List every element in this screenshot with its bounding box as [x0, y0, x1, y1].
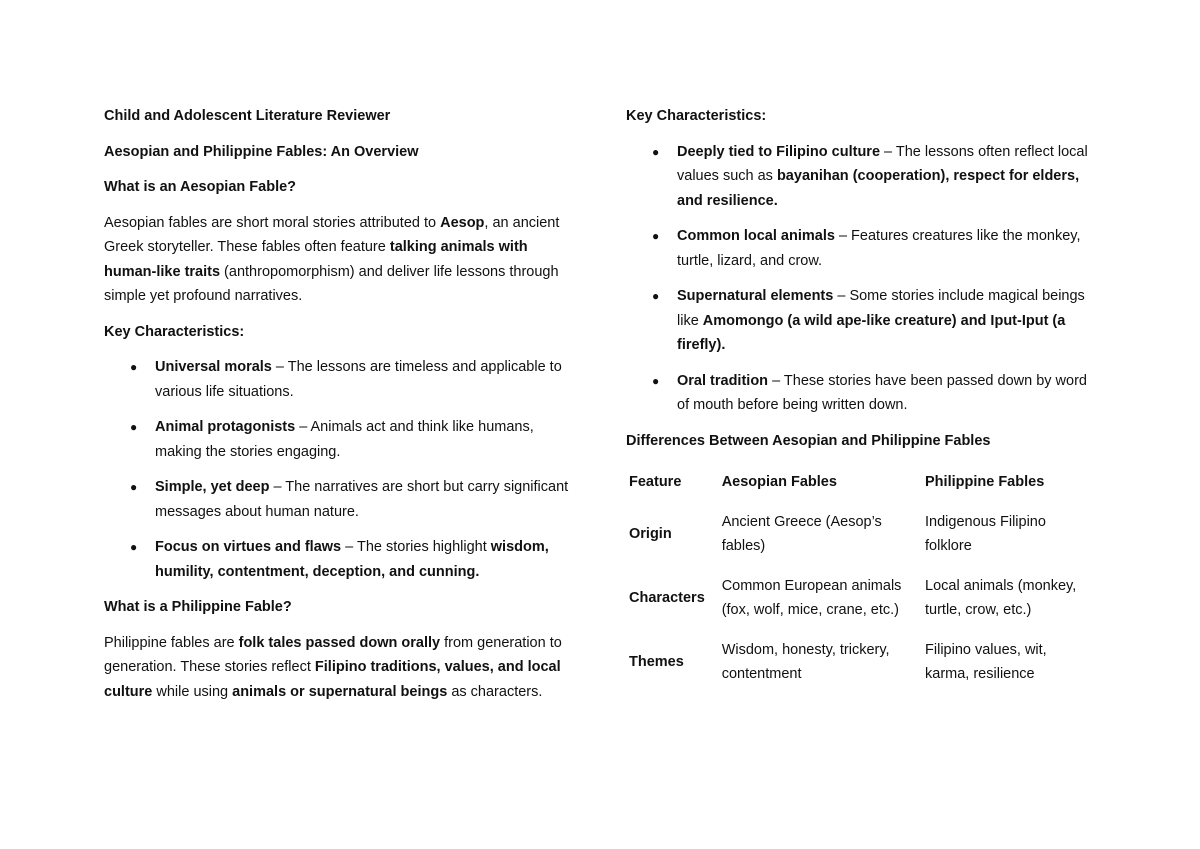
table-header-cell: Feature	[629, 474, 682, 490]
bullet-icon: ●	[130, 420, 138, 434]
philippine-definition-paragraph	[104, 631, 582, 705]
bold-run: wisdom, humility, contentment, deception, and cunning.	[155, 539, 549, 580]
differences-table	[626, 464, 1096, 696]
text-run: – Some stories include magical beings like	[677, 288, 1085, 329]
table-cell: Wisdom, honesty, trickery, contentment	[721, 642, 890, 682]
aesopian-question-heading: What is an Aesopian Fable?	[104, 179, 297, 195]
bullet-icon: ●	[652, 229, 660, 243]
table-header-row	[626, 464, 1096, 504]
table-cell: Ancient Greece (Aesop’s fables)	[721, 514, 882, 554]
table-row	[626, 504, 1096, 568]
bold-run: Focus on virtues and flaws	[155, 539, 342, 555]
bullet-icon: ●	[130, 480, 138, 494]
text-run: as characters.	[447, 683, 543, 700]
right-column	[626, 104, 1096, 696]
list-item	[626, 224, 1096, 273]
list-item	[626, 369, 1096, 418]
bullet-icon: ●	[130, 360, 138, 374]
text-run: Aesopian fables are short moral stories attributed to	[104, 214, 441, 231]
bullet-icon: ●	[130, 540, 138, 554]
bold-run: Animal protagonists	[155, 419, 296, 435]
philippine-key-characteristics-heading: Key Characteristics:	[626, 108, 767, 124]
philippine-question-heading: What is a Philippine Fable?	[104, 599, 292, 615]
bold-run: bayanihan (cooperation), respect for elders, and resilience.	[677, 168, 1080, 209]
list-item	[626, 284, 1096, 358]
aesopian-key-characteristics-heading: Key Characteristics:	[104, 323, 245, 340]
text-run: from generation to generation. These stories reflect	[104, 634, 562, 675]
bullet-icon: ●	[652, 373, 660, 388]
table-cell: Origin	[629, 526, 672, 542]
list-item	[626, 140, 1096, 214]
bold-run: Supernatural elements	[677, 288, 834, 304]
text-run: while using	[152, 683, 233, 700]
aesopian-characteristics-list	[104, 355, 582, 584]
bold-run: animals or supernatural beings	[232, 683, 448, 700]
list-item	[104, 535, 582, 584]
text-run: Philippine fables are	[104, 634, 239, 651]
text-run: – The stories highlight	[341, 539, 491, 555]
list-item	[104, 355, 582, 404]
text-run: – These stories have been passed down by word of mouth before being written down.	[677, 372, 1087, 413]
table-header-cell: Philippine Fables	[925, 474, 1045, 490]
text-run: (anthropomorphism) and deliver life lessons through simple yet profound narratives.	[104, 263, 559, 304]
list-item	[104, 415, 582, 464]
table-header-cell: Aesopian Fables	[721, 474, 837, 490]
text-run: , an ancient Greek storyteller. These fables often feature	[104, 214, 560, 255]
bullet-icon: ●	[652, 144, 660, 159]
bold-run: Aesop	[440, 214, 485, 231]
list-item	[104, 475, 582, 524]
text-run: – The lessons often reflect local values such as	[677, 143, 1088, 184]
bold-run: talking animals with human-like traits	[104, 239, 528, 280]
bold-run: Deeply tied to Filipino culture	[677, 143, 881, 160]
table-row	[626, 632, 1096, 696]
bullet-icon: ●	[652, 289, 660, 303]
table-cell: Common European animals (fox, wolf, mice, crane, etc.)	[721, 578, 902, 618]
bold-run: Amomongo (a wild ape-like creature) and Iput-Iput (a firefly).	[677, 312, 1066, 353]
table-cell: Characters	[629, 590, 705, 606]
text-run: – Animals act and think like humans, making the stories engaging.	[155, 419, 534, 460]
table-row	[626, 568, 1096, 632]
aesopian-definition-paragraph	[104, 211, 582, 309]
table-cell: Themes	[629, 654, 684, 670]
table-cell: Indigenous Filipino folklore	[925, 514, 1046, 554]
bold-run: Oral tradition	[677, 372, 769, 389]
document-title: Child and Adolescent Literature Reviewer	[104, 108, 391, 124]
bold-run: folk tales passed down orally	[238, 634, 441, 651]
bold-run: Filipino traditions, values, and local culture	[104, 659, 561, 700]
text-run: – Features creatures like the monkey, turtle, lizard, and crow.	[677, 228, 1081, 269]
left-column	[104, 104, 582, 715]
differences-heading: Differences Between Aesopian and Philippine Fables	[626, 432, 991, 449]
table-cell: Filipino values, wit, karma, resilience	[925, 642, 1047, 682]
bold-run: Common local animals	[677, 228, 835, 244]
overview-title: Aesopian and Philippine Fables: An Overview	[104, 143, 419, 160]
text-run: – The lessons are timeless and applicable to various life situations.	[155, 359, 562, 400]
bold-run: Universal morals	[155, 359, 272, 375]
bold-run: Simple, yet deep	[155, 479, 270, 495]
philippine-characteristics-list	[626, 140, 1096, 418]
table-cell: Local animals (monkey, turtle, crow, etc.)	[925, 578, 1077, 618]
text-run: – The narratives are short but carry significant messages about human nature.	[155, 479, 569, 520]
